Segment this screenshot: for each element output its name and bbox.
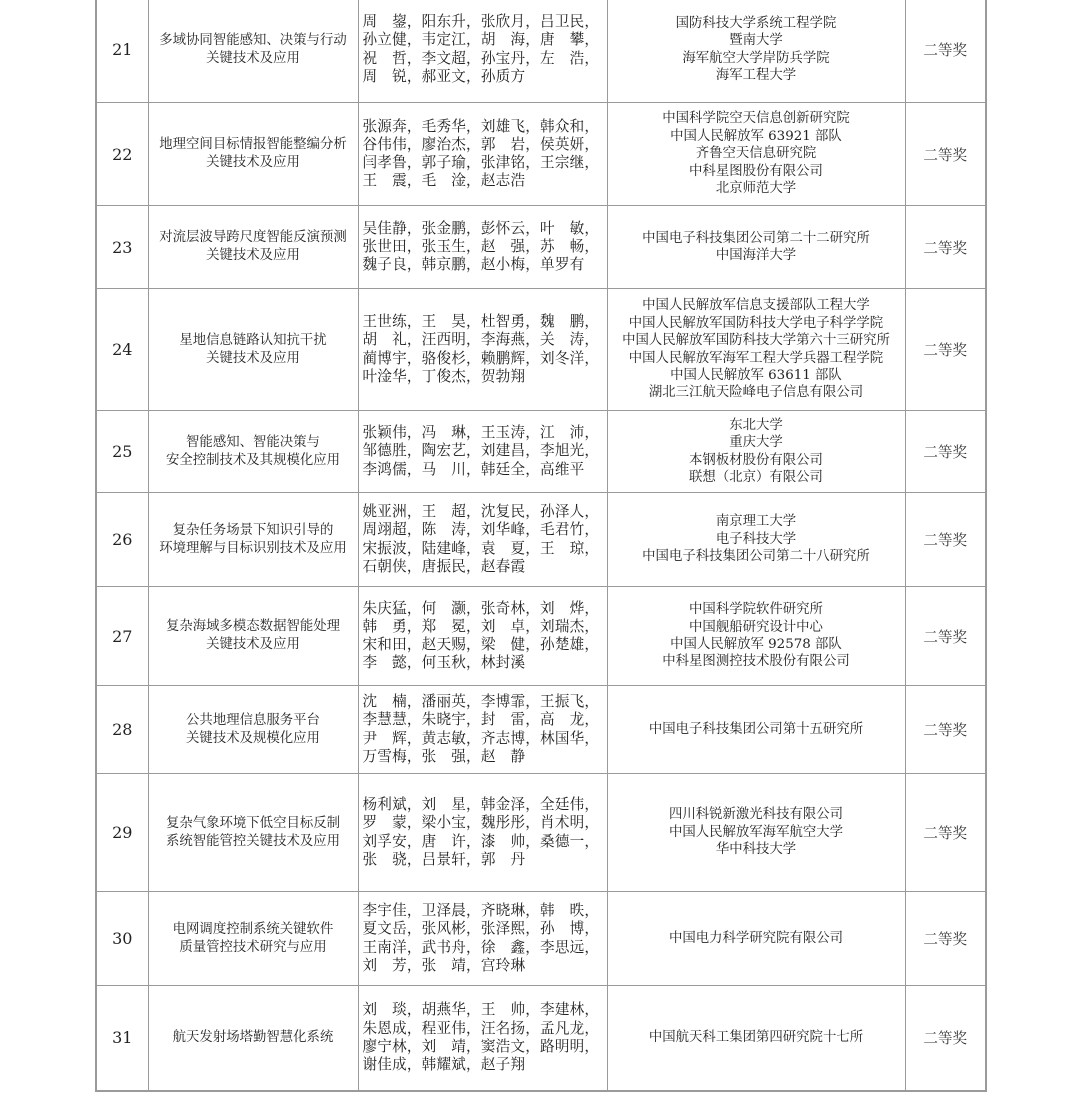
contributors-line: 祝 哲，李文超，孙宝丹，左 浩， xyxy=(362,49,600,67)
row-number: 26 xyxy=(96,493,148,587)
row-number: 31 xyxy=(96,986,148,1091)
project-name-line: 关键技术及应用 xyxy=(206,50,300,66)
contributors-line: 吴佳静，张金鹏，彭怀云，叶 敏， xyxy=(362,219,600,237)
project-name-line: 关键技术及应用 xyxy=(206,248,300,263)
table-row xyxy=(96,0,986,103)
organization-line: 中科星图测控技术股份有限公司 xyxy=(662,654,850,670)
contributors-line: 廖宁林，刘 靖，窦浩文，路明明， xyxy=(362,1037,600,1055)
organization-line: 齐鲁空天信息研究院 xyxy=(695,146,817,162)
award-grade: 二等奖 xyxy=(905,411,986,493)
contributors-line: 闫孝鲁，郭子瑜，张津铭，王宗继， xyxy=(362,154,600,171)
project-name xyxy=(148,0,358,103)
project-name-line: 电网调度控制系统关键软件 xyxy=(172,921,334,937)
contributors xyxy=(358,289,607,411)
row-number: 21 xyxy=(96,0,148,103)
table-row xyxy=(96,892,986,986)
organization-line: 中国科学院软件研究所 xyxy=(689,602,823,618)
contributors-line: 王南洋，武书舟，徐 鑫，李思远， xyxy=(362,938,600,956)
organization-line: 重庆大学 xyxy=(729,435,783,451)
project-name-line: 对流层波导跨尺度智能反演预测 xyxy=(159,230,347,245)
contributors-line: 邹德胜，陶宏艺，刘建昌，李旭光， xyxy=(362,442,600,460)
project-name-line: 关键技术及应用 xyxy=(206,350,300,366)
contributors-line: 刘 琰，胡燕华，王 帅，李建林， xyxy=(362,1001,600,1019)
contributors-line: 周 鋆，阳东升，张欣月，吕卫民， xyxy=(362,13,600,31)
organization-line: 中国电力科学研究院有限公司 xyxy=(668,930,844,946)
contributors-line: 罗 蒙，梁小宝，魏彤彤，肖术明， xyxy=(362,814,600,832)
organization-line: 中国科学院空天信息创新研究院 xyxy=(662,111,850,127)
project-name-line: 安全控制技术及其规模化应用 xyxy=(165,452,341,468)
organization-line: 四川科锐新激光科技有限公司 xyxy=(668,807,844,823)
table-row xyxy=(96,587,986,686)
contributors-line: 张颖伟，冯 琳，王玉涛，江 沛， xyxy=(362,424,600,442)
contributors-line: 宋和田，赵天赐，梁 健，孙楚雄， xyxy=(362,636,600,653)
organization-line: 海军航空大学岸防兵学院 xyxy=(682,50,830,66)
organization-line: 中国人民解放军信息支援部队工程大学 xyxy=(642,298,870,314)
contributors-line: 李宇佳，卫泽晨，齐晓琳，韩 昳， xyxy=(362,902,600,920)
project-name xyxy=(148,686,358,774)
organizations xyxy=(607,686,905,774)
award-grade: 二等奖 xyxy=(905,986,986,1091)
project-name-line: 复杂气象环境下低空目标反制 xyxy=(165,815,341,831)
organization-line: 暨南大学 xyxy=(729,33,783,49)
organizations xyxy=(607,411,905,493)
project-name xyxy=(148,986,358,1091)
row-number: 28 xyxy=(96,686,148,774)
table-row xyxy=(96,206,986,289)
organization-line: 中国人民解放军 92578 部队 xyxy=(670,637,842,652)
contributors-line: 谷伟伟，廖治杰，郭 岩，侯英妍， xyxy=(362,135,600,153)
project-name xyxy=(148,289,358,411)
organizations xyxy=(607,289,905,411)
organization-line: 湖北三江航天险峰电子信息有限公司 xyxy=(648,385,864,401)
organizations xyxy=(607,986,905,1091)
contributors-line: 朱庆猛，何 灏，张奇林，刘 烨， xyxy=(362,599,600,617)
contributors xyxy=(358,986,607,1091)
contributors-line: 刘 芳，张 靖，宫玲琳 xyxy=(362,956,526,974)
project-name-line: 复杂任务场景下知识引导的 xyxy=(172,522,334,538)
row-number: 27 xyxy=(96,587,148,686)
contributors-line: 尹 辉，黄志敏，齐志博，林国华， xyxy=(362,729,600,747)
table-row xyxy=(96,986,986,1091)
organization-line: 中国电子科技集团公司第二十二研究所 xyxy=(642,230,870,246)
organization-line: 东北大学 xyxy=(729,417,783,433)
project-name-line: 地理空间目标情报智能整编分析 xyxy=(159,137,347,152)
contributors xyxy=(358,892,607,986)
contributors-line: 姚亚洲，王 超，沈复民，孙泽人， xyxy=(362,503,600,521)
organizations xyxy=(607,774,905,892)
row-number: 24 xyxy=(96,289,148,411)
organization-line: 南京理工大学 xyxy=(715,514,797,530)
contributors xyxy=(358,686,607,774)
organizations xyxy=(607,0,905,103)
project-name xyxy=(148,892,358,986)
contributors xyxy=(358,493,607,587)
table-row xyxy=(96,289,986,411)
organizations xyxy=(607,103,905,206)
contributors-line: 周 锐，郝亚文，孙质方 xyxy=(362,67,526,85)
organization-line: 中科星图股份有限公司 xyxy=(689,163,823,179)
organization-line: 中国电子科技集团公司第二十八研究所 xyxy=(642,549,870,565)
project-name xyxy=(148,206,358,289)
row-number: 29 xyxy=(96,774,148,892)
organization-line: 国防科技大学系统工程学院 xyxy=(675,15,837,31)
project-name-line: 质量管控技术研究与应用 xyxy=(179,939,327,955)
project-name-line: 公共地理信息服务平台 xyxy=(186,712,320,728)
organization-line: 华中科技大学 xyxy=(715,842,797,858)
award-grade: 二等奖 xyxy=(905,774,986,892)
project-name-line: 多域协同智能感知、决策与行动 xyxy=(159,32,347,48)
project-name-line: 复杂海域多模态数据智能处理 xyxy=(165,619,341,634)
contributors-line: 朱恩成，程亚伟，汪名扬，孟凡龙， xyxy=(362,1019,600,1037)
contributors-line: 王世练，王 昊，杜智勇，魏 鹏， xyxy=(362,313,600,331)
row-number: 30 xyxy=(96,892,148,986)
contributors xyxy=(358,587,607,686)
organization-line: 海军工程大学 xyxy=(715,67,797,83)
organization-line: 电子科技大学 xyxy=(715,531,797,547)
contributors-line: 李鸿儒，马 川，韩廷全，高维平 xyxy=(362,460,585,478)
award-grade: 二等奖 xyxy=(905,686,986,774)
contributors xyxy=(358,774,607,892)
contributors-line: 蔺博宇，骆俊杉，赖鹏辉，刘冬洋， xyxy=(362,349,600,367)
contributors-line: 韩 勇，郑 冕，刘 卓，刘瑞杰， xyxy=(362,617,600,635)
table-row xyxy=(96,411,986,493)
organizations xyxy=(607,892,905,986)
contributors-line: 叶淦华，丁俊杰，贺勃翔 xyxy=(362,367,526,385)
project-name xyxy=(148,411,358,493)
award-grade: 二等奖 xyxy=(905,0,986,103)
project-name-line: 环境理解与目标识别技术及应用 xyxy=(159,540,347,556)
project-name xyxy=(148,493,358,587)
organization-line: 中国电子科技集团公司第十五研究所 xyxy=(648,721,864,737)
contributors-line: 夏文岳，张风彬，张泽熙，孙 博， xyxy=(362,920,600,938)
contributors-line: 张世田，张玉生，赵 强，苏 畅， xyxy=(362,237,600,255)
project-name-line: 关键技术及应用 xyxy=(206,155,300,170)
project-name xyxy=(148,774,358,892)
organization-line: 中国人民解放军 63921 部队 xyxy=(670,128,842,144)
project-name-line: 关键技术及规模化应用 xyxy=(186,730,320,746)
contributors-line: 沈 楠，潘丽英，李博霏，王振飞， xyxy=(362,693,600,711)
table-row xyxy=(96,103,986,206)
awards-table xyxy=(95,0,987,1092)
organization-line: 北京师范大学 xyxy=(715,181,797,197)
contributors-line: 李 懿，何玉秋，林封溪 xyxy=(362,654,526,672)
award-grade: 二等奖 xyxy=(905,289,986,411)
contributors-line: 胡 礼，汪西明，李海燕，关 涛， xyxy=(362,331,600,349)
contributors-line: 王 震，毛 淦，赵志浩 xyxy=(362,172,526,190)
row-number: 25 xyxy=(96,411,148,493)
organizations xyxy=(607,587,905,686)
contributors-line: 刘孚安，唐 许，漆 帅，桑德一， xyxy=(362,832,600,850)
contributors-line: 李慧慧，朱晓宇，封 雷，高 龙， xyxy=(362,711,600,729)
project-name-line: 星地信息链路认知抗干扰 xyxy=(179,332,327,348)
contributors-line: 谢佳成，韩耀斌，赵子翔 xyxy=(362,1055,526,1073)
contributors-line: 张源奔，毛秀华，刘雄飞，韩众和， xyxy=(362,117,600,135)
contributors-line: 周翊超，陈 涛，刘华峰，毛君竹， xyxy=(362,521,600,539)
organization-line: 中国人民解放军国防科技大学第六十三研究所 xyxy=(622,333,890,349)
contributors xyxy=(358,206,607,289)
organization-line: 中国航天科工集团第四研究院十七所 xyxy=(648,1030,864,1046)
award-grade: 二等奖 xyxy=(905,103,986,206)
project-name xyxy=(148,103,358,206)
project-name-line: 航天发射场塔勤智慧化系统 xyxy=(172,1029,334,1045)
organizations xyxy=(607,493,905,587)
row-number: 22 xyxy=(96,103,148,206)
project-name-line: 关键技术及应用 xyxy=(206,637,300,652)
organizations xyxy=(607,206,905,289)
contributors-line: 魏子良，韩京鹏，赵小梅，单罗有 xyxy=(362,256,585,274)
organization-line: 中国人民解放军 63611 部队 xyxy=(670,367,842,383)
organization-line: 中国人民解放军海军工程大学兵器工程学院 xyxy=(628,350,884,366)
row-number: 23 xyxy=(96,206,148,289)
contributors-line: 张 骁，吕景轩，郭 丹 xyxy=(362,850,526,868)
contributors xyxy=(358,103,607,206)
organization-line: 中国人民解放军国防科技大学电子科学学院 xyxy=(628,315,884,331)
contributors-line: 杨利斌，刘 星，韩金泽，全廷伟， xyxy=(362,796,600,814)
contributors-line: 宋振波，陆建峰，袁 夏，王 琼， xyxy=(362,539,600,557)
table-row xyxy=(96,774,986,892)
award-grade: 二等奖 xyxy=(905,892,986,986)
organization-line: 联想（北京）有限公司 xyxy=(689,469,823,485)
contributors-line: 万雪梅，张 强，赵 静 xyxy=(362,747,526,765)
organization-line: 中国海洋大学 xyxy=(715,248,797,263)
project-name-line: 系统智能管控关键技术及应用 xyxy=(165,833,341,849)
organization-line: 中国人民解放军海军航空大学 xyxy=(668,824,844,840)
award-grade: 二等奖 xyxy=(905,493,986,587)
table-row xyxy=(96,493,986,587)
contributors-line: 孙立健，韦定江，胡 海，唐 攀， xyxy=(362,31,600,49)
contributors xyxy=(358,411,607,493)
project-name xyxy=(148,587,358,686)
contributors xyxy=(358,0,607,103)
organization-line: 本钢板材股份有限公司 xyxy=(689,452,823,468)
award-grade: 二等奖 xyxy=(905,587,986,686)
awards-table-body xyxy=(96,0,986,1091)
organization-line: 中国舰船研究设计中心 xyxy=(689,619,823,635)
table-row xyxy=(96,686,986,774)
contributors-line: 石朝侠，唐振民，赵春霞 xyxy=(362,557,526,575)
award-grade: 二等奖 xyxy=(905,206,986,289)
project-name-line: 智能感知、智能决策与 xyxy=(186,434,320,450)
